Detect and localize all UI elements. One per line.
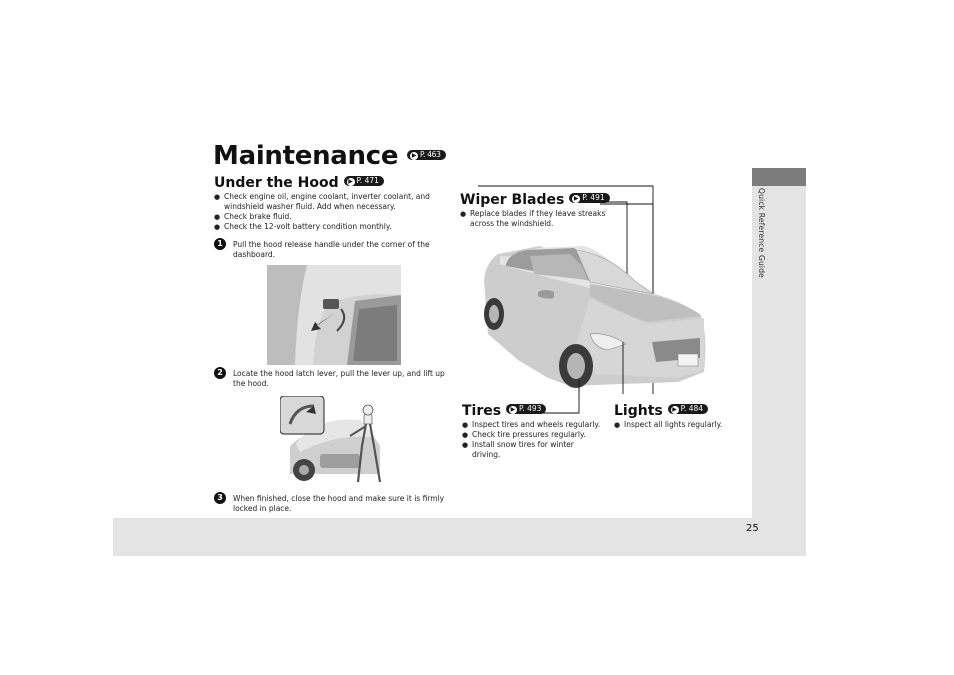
list-item: ● Check brake fluid. [214,212,439,222]
side-label: Quick Reference Guide [757,188,766,278]
step-text-2: Locate the hood latch lever, pull the lever up, and lift up the hood. [233,369,445,388]
page-title [213,141,446,171]
under-hood-heading-text: Under the Hood [214,175,339,191]
under-hood-bullets [214,192,439,232]
ref-text: P. 484 [680,404,704,413]
tires-heading-text: Tires [462,403,502,419]
arrow-right-icon: ▶ [348,178,353,185]
list-item: ● Inspect tires and wheels regularly. [462,420,602,430]
lights-heading-text: Lights [614,403,663,419]
arrow-right-icon: ▶ [672,406,677,413]
arrow-right-icon: ▶ [411,151,417,159]
under-hood-heading [214,175,384,191]
ref-text: P. 471 [356,176,379,185]
list-item: ● Check engine oil, engine coolant, inverter coolant, and windshield washer fluid. Add when necessary. [214,192,439,212]
list-item: ● Inspect all lights regularly. [614,420,734,430]
step-number-3: 3 [214,492,226,504]
list-item: ● Replace blades if they leave streaks across the windshield. [460,209,610,229]
page-title-text: Maintenance [213,141,399,171]
ref-text: P. 463 [419,149,441,159]
side-tab [752,168,806,186]
arrow-right-icon: ▶ [510,406,516,413]
footer-band [113,518,806,556]
ref-text: P. 493 [518,404,542,413]
list-item: ● Install snow tires for winter driving. [462,440,602,460]
tires-bullets [462,420,602,460]
lights-ref[interactable] [668,404,708,414]
tires-heading [462,403,546,419]
step-number-2: 2 [214,367,226,379]
arrow-right-icon: ▶ [573,195,579,202]
step-text-1: Pull the hood release handle under the corner of the dashboard. [233,240,430,259]
wiper-heading-text: Wiper Blades [460,192,565,208]
title-page-ref[interactable] [407,150,446,160]
lights-bullets [614,420,734,430]
lights-heading [614,403,708,419]
step-text-3: When finished, close the hood and make sure it is firmly locked in place. [233,494,445,513]
page-number: 25 [746,523,759,534]
list-item: ● Check tire pressures regularly. [462,430,602,440]
lift-hood-illustration [280,396,390,484]
tires-ref[interactable] [506,404,546,414]
under-hood-ref[interactable] [344,176,384,186]
step-number-1: 1 [214,238,226,250]
ref-text: P. 491 [582,193,605,202]
car-illustration [478,182,713,394]
hood-release-illustration [267,265,401,365]
list-item: ● Check the 12-volt battery condition monthly. [214,222,439,232]
